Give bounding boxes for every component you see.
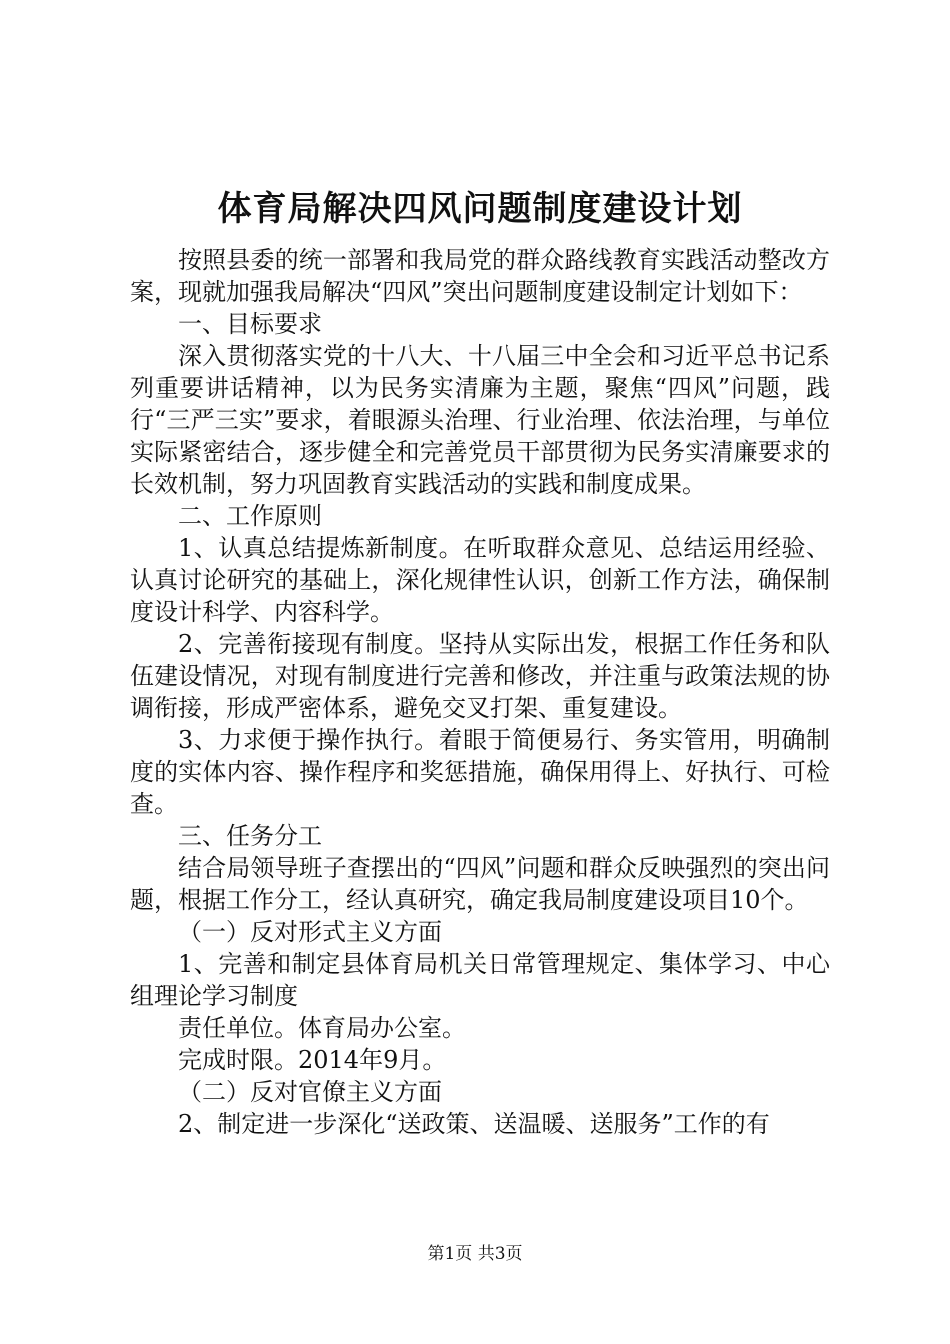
document-title: 体育局解决四风问题制度建设计划	[217, 189, 743, 229]
paragraph-item-1: 1、完善和制定县体育局机关日常管理规定、集体学习、中心组理论学习制度	[130, 950, 830, 1010]
paragraph-intro: 按照县委的统一部署和我局党的群众路线教育实践活动整改方案，现就加强我局解决“四风”突出问题制度建设制定计划如下：	[130, 246, 830, 306]
section-heading-tasks: 三、任务分工	[178, 822, 322, 850]
paragraph-item-2: 2、制定进一步深化“送政策、送温暖、送服务”工作的有	[178, 1110, 770, 1138]
paragraph-principle-1: 1、认真总结提炼新制度。在听取群众意见、总结运用经验、认真讨论研究的基础上，深化规律性认识，创新工作方法，确保制度设计科学、内容科学。	[130, 534, 830, 626]
paragraph-responsible-unit: 责任单位。体育局办公室。	[178, 1014, 466, 1042]
page-footer	[0, 1242, 950, 1266]
section-heading-goals: 一、目标要求	[178, 310, 322, 338]
document-page	[130, 184, 830, 1140]
paragraph-principle-3: 3、力求便于操作执行。着眼于简便易行、务实管用，明确制度的实体内容、操作程序和奖惩措施，确保用得上、好执行、可检查。	[130, 726, 830, 818]
paragraph-principle-2: 2、完善衔接现有制度。坚持从实际出发，根据工作任务和队伍建设情况，对现有制度进行完善和修改，并注重与政策法规的协调衔接，形成严密体系，避免交叉打架、重复建设。	[130, 630, 830, 722]
paragraph-tasks: 结合局领导班子查摆出的“四风”问题和群众反映强烈的突出问题，根据工作分工，经认真研究，确定我局制度建设项目10个。	[130, 854, 830, 914]
subheading-bureaucratism: （二）反对官僚主义方面	[178, 1078, 442, 1106]
paragraph-goals: 深入贯彻落实党的十八大、十八届三中全会和习近平总书记系列重要讲话精神，以为民务实清廉为主题，聚焦“四风”问题，践行“三严三实”要求，着眼源头治理、行业治理、依法治理，与单位实际紧密结合，逐步健全和完善党员干部贯彻为民务实清廉要求的长效机制，努力巩固教育实践活动的实践和制度成果。	[130, 342, 830, 498]
section-heading-principles: 二、工作原则	[178, 502, 322, 530]
subheading-formalism: （一）反对形式主义方面	[178, 918, 442, 946]
document-body	[130, 244, 830, 1140]
paragraph-deadline: 完成时限。2014年9月。	[178, 1046, 447, 1074]
page-indicator: 第1页 共3页	[427, 1244, 523, 1264]
